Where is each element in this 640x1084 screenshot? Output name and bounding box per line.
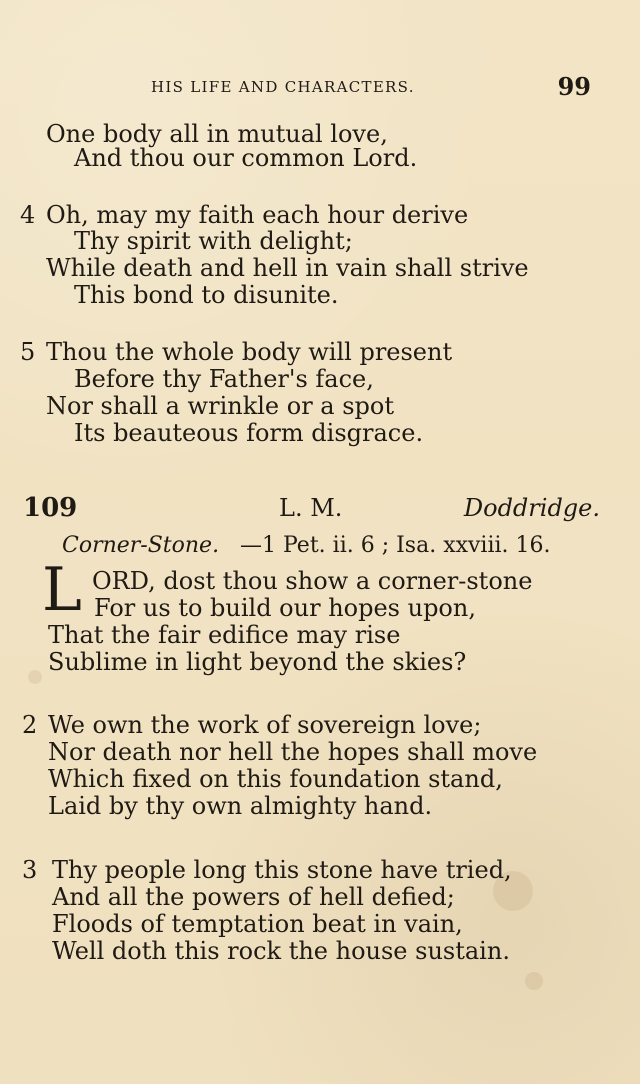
stanza-line: Which fixed on this foundation stand,: [48, 765, 503, 793]
stanza-line: And all the powers of hell defied;: [52, 883, 455, 911]
stanza-line: Nor shall a wrinkle or a spot: [46, 392, 395, 420]
stanza-line: Oh, may my faith each hour derive: [46, 201, 469, 229]
stanza-number: 5: [20, 338, 36, 366]
stanza-number: 2: [22, 711, 38, 739]
hymn-meter: L. M.: [279, 494, 343, 522]
stanza-line: And thou our common Lord.: [74, 144, 418, 172]
stanza-number: 4: [20, 201, 36, 229]
stanza-line: While death and hell in vain shall strive: [46, 254, 529, 282]
drop-cap: L: [42, 555, 82, 625]
stanza-line: Thou the whole body will present: [46, 338, 453, 366]
paper-stain: [525, 972, 543, 990]
stanza-line: ORD, dost thou show a corner-stone: [92, 567, 533, 595]
stanza-line: Thy people long this stone have tried,: [52, 856, 512, 884]
hymn-number: 109: [23, 493, 78, 523]
hymn-scripture-reference: —1 Pet. ii. 6 ; Isa. xxviii. 16.: [240, 533, 551, 558]
stanza-line: This bond to disunite.: [74, 281, 339, 309]
stanza-line: Sublime in light beyond the skies?: [48, 648, 467, 676]
stanza-line: Laid by thy own almighty hand.: [48, 792, 433, 820]
hymn-author: Doddridge.: [463, 494, 600, 522]
stanza-line: Before thy Father's face,: [74, 365, 374, 393]
stanza-line: One body all in mutual love,: [46, 120, 388, 148]
stanza-line: For us to build our hopes upon,: [94, 594, 476, 622]
running-header: HIS LIFE AND CHARACTERS.: [151, 78, 415, 96]
hymn-subtitle-title: Corner-Stone.: [62, 533, 220, 558]
stanza-line: Its beauteous form disgrace.: [74, 419, 424, 447]
stanza-line: Well doth this rock the house sustain.: [52, 937, 510, 965]
page-number: 99: [557, 72, 591, 101]
paper-stain: [28, 670, 42, 684]
stanza-line: Nor death nor hell the hopes shall move: [48, 738, 538, 766]
stanza-line: Thy spirit with delight;: [74, 227, 353, 255]
stanza-line: We own the work of sovereign love;: [48, 711, 482, 739]
stanza-line: That the fair edifice may rise: [48, 621, 401, 649]
stanza-line: Floods of temptation beat in vain,: [52, 910, 463, 938]
stanza-number: 3: [22, 856, 38, 884]
